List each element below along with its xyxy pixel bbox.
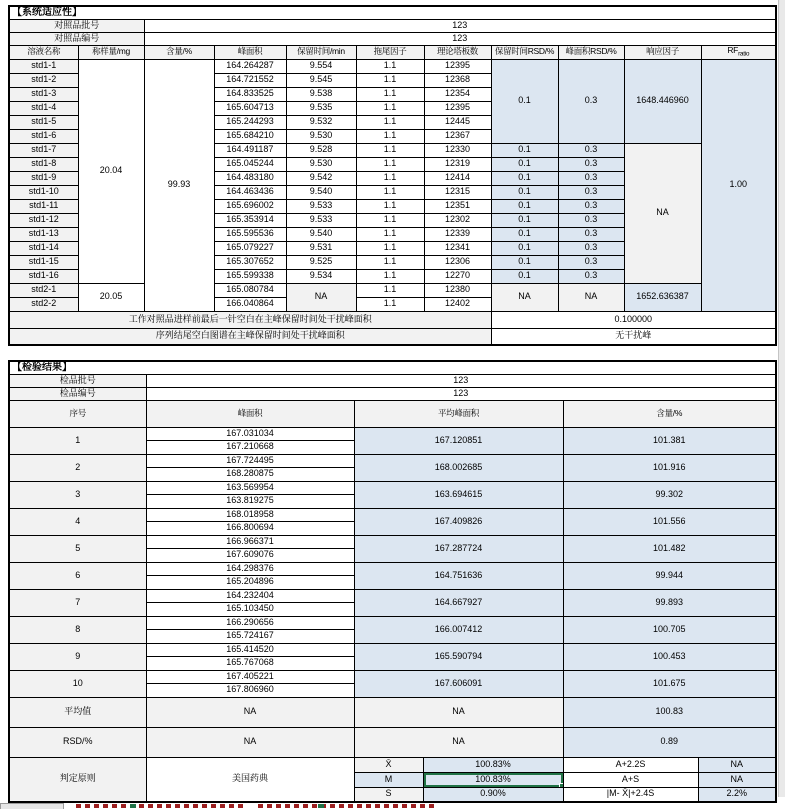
rt-rsd-cell[interactable]: 0.1	[491, 199, 558, 213]
tailing-cell[interactable]: 1.1	[356, 87, 424, 101]
rt-cell[interactable]: 9.535	[286, 101, 356, 115]
area-rsd-cell[interactable]: 0.3	[558, 199, 624, 213]
area-cell[interactable]: 164.264287	[214, 59, 286, 73]
col-header-plates[interactable]: 理论塔板数	[424, 45, 491, 59]
rsd-area-na[interactable]: NA	[146, 727, 354, 757]
ref-batch-value[interactable]: 123	[144, 19, 776, 32]
std2-rt-na-cell[interactable]: NA	[286, 283, 356, 311]
plates-cell[interactable]: 12339	[424, 227, 491, 241]
sheet-tab-bar	[0, 803, 785, 809]
avg-area-cell[interactable]: 167.409826	[354, 508, 563, 535]
rt-cell[interactable]: 9.533	[286, 199, 356, 213]
rf-merged-cell[interactable]: 1648.446960	[624, 59, 701, 143]
content-cell[interactable]: 101.916	[563, 454, 776, 481]
area2-cell[interactable]: 165.103450	[146, 603, 354, 617]
result-cell[interactable]: NA	[698, 757, 776, 772]
sample-batch-label[interactable]: 检品批号	[9, 374, 146, 387]
judgement-label[interactable]: 判定原则	[9, 757, 146, 802]
solution-cell[interactable]: std1-3	[9, 87, 78, 101]
area-rsd-cell[interactable]: 0.3	[558, 143, 624, 157]
content-cell[interactable]: 99.302	[563, 481, 776, 508]
area-cell[interactable]: 164.721552	[214, 73, 286, 87]
blank-interference-value[interactable]: 0.100000	[491, 311, 776, 328]
system-suitability-table	[8, 5, 777, 346]
rt-rsd-cell[interactable]: 0.1	[491, 269, 558, 283]
index-cell[interactable]: 4	[9, 508, 146, 535]
col-header-solution[interactable]: 溶液名称	[9, 45, 78, 59]
solution-cell[interactable]: std1-16	[9, 269, 78, 283]
col-header-rt-rsd[interactable]: 保留时间RSD/%	[491, 45, 558, 59]
content-cell[interactable]: 101.556	[563, 508, 776, 535]
mean-area-na[interactable]: NA	[146, 697, 354, 727]
area1-cell[interactable]: 166.966371	[146, 535, 354, 549]
sheet-tab-2[interactable]	[258, 804, 438, 808]
col-header-content2[interactable]: 含量/%	[563, 400, 776, 427]
rt-cell[interactable]: 9.545	[286, 73, 356, 87]
rt-cell[interactable]: 9.533	[286, 213, 356, 227]
plates-cell[interactable]: 12354	[424, 87, 491, 101]
sample-no-value[interactable]: 123	[146, 387, 776, 400]
plates-cell[interactable]: 12380	[424, 283, 491, 297]
result-cell[interactable]: NA	[698, 772, 776, 787]
area-cell[interactable]: 165.604713	[214, 101, 286, 115]
tailing-cell[interactable]: 1.1	[356, 269, 424, 283]
area-cell[interactable]: 165.353914	[214, 213, 286, 227]
plates-cell[interactable]: 12367	[424, 129, 491, 143]
plates-cell[interactable]: 12330	[424, 143, 491, 157]
std1-weight-cell[interactable]: 20.04	[78, 59, 144, 283]
ref-batch-label[interactable]: 对照品批号	[9, 19, 144, 32]
solution-cell[interactable]: std1-13	[9, 227, 78, 241]
solution-cell[interactable]: std1-8	[9, 157, 78, 171]
index-cell[interactable]: 1	[9, 427, 146, 454]
col-header-content[interactable]: 含量/%	[144, 45, 214, 59]
area1-cell[interactable]: 164.232404	[146, 589, 354, 603]
solution-cell[interactable]: std1-11	[9, 199, 78, 213]
solution-cell[interactable]: std1-7	[9, 143, 78, 157]
area-cell[interactable]: 165.080784	[214, 283, 286, 297]
area1-cell[interactable]: 165.414520	[146, 643, 354, 657]
content-cell[interactable]: 101.381	[563, 427, 776, 454]
plates-cell[interactable]: 12270	[424, 269, 491, 283]
area-cell[interactable]: 164.483180	[214, 171, 286, 185]
rt-rsd-cell[interactable]: 0.1	[491, 157, 558, 171]
solution-cell[interactable]: std2-1	[9, 283, 78, 297]
rf-ratio-main: RF	[727, 45, 739, 56]
plates-cell[interactable]: 12395	[424, 101, 491, 115]
plates-cell[interactable]: 12368	[424, 73, 491, 87]
area-rsd-cell[interactable]: 0.3	[558, 185, 624, 199]
avg-area-cell[interactable]: 164.751636	[354, 562, 563, 589]
area2-cell[interactable]: 163.819275	[146, 495, 354, 509]
area-cell[interactable]: 165.599338	[214, 269, 286, 283]
content-merged-cell[interactable]: 99.93	[144, 59, 214, 311]
area1-cell[interactable]: 167.724495	[146, 454, 354, 468]
rt-rsd-cell[interactable]: 0.1	[491, 241, 558, 255]
sequence-end-blank-label[interactable]: 序列结尾空白图谱在主峰保留时间处干扰峰面积	[9, 328, 491, 345]
area1-cell[interactable]: 166.290656	[146, 616, 354, 630]
tailing-cell[interactable]: 1.1	[356, 143, 424, 157]
rt-cell[interactable]: 9.554	[286, 59, 356, 73]
mean-label[interactable]: 平均值	[9, 697, 146, 727]
avg-area-cell[interactable]: 167.287724	[354, 535, 563, 562]
area2-cell[interactable]: 167.609076	[146, 549, 354, 563]
stat-m-label[interactable]: M	[354, 772, 423, 787]
area1-cell[interactable]: 167.405221	[146, 670, 354, 684]
index-cell[interactable]: 9	[9, 643, 146, 670]
avg-area-cell[interactable]: 167.606091	[354, 670, 563, 697]
area-cell[interactable]: 164.833525	[214, 87, 286, 101]
col-header-index[interactable]: 序号	[9, 400, 146, 427]
tailing-cell[interactable]: 1.1	[356, 297, 424, 311]
rsd-avg-na[interactable]: NA	[354, 727, 563, 757]
blank-interference-label[interactable]: 工作对照品进样前最后一针空白在主峰保留时间处干扰峰面积	[9, 311, 491, 328]
sample-batch-value[interactable]: 123	[146, 374, 776, 387]
content-cell[interactable]: 100.705	[563, 616, 776, 643]
area-cell[interactable]: 165.079227	[214, 241, 286, 255]
area-cell[interactable]: 165.307652	[214, 255, 286, 269]
col-header-weight[interactable]: 称样量/mg	[78, 45, 144, 59]
solution-cell[interactable]: std1-12	[9, 213, 78, 227]
rt-cell[interactable]: 9.538	[286, 87, 356, 101]
area1-cell[interactable]: 167.031034	[146, 427, 354, 441]
solution-cell[interactable]: std1-10	[9, 185, 78, 199]
area1-cell[interactable]: 163.569954	[146, 481, 354, 495]
index-cell[interactable]: 2	[9, 454, 146, 481]
area-rsd-merged-cell[interactable]: 0.3	[558, 59, 624, 143]
stat-xbar-label[interactable]: X̄	[354, 757, 423, 772]
plates-cell[interactable]: 12302	[424, 213, 491, 227]
mean-avg-na[interactable]: NA	[354, 697, 563, 727]
avg-area-cell[interactable]: 165.590794	[354, 643, 563, 670]
col-header-area2[interactable]: 峰面积	[146, 400, 354, 427]
avg-area-cell[interactable]: 164.667927	[354, 589, 563, 616]
plates-cell[interactable]: 12341	[424, 241, 491, 255]
index-cell[interactable]: 3	[9, 481, 146, 508]
sheet-tab-1-green-mark	[130, 804, 136, 808]
solution-cell[interactable]: std1-4	[9, 101, 78, 115]
rt-rsd-cell[interactable]: 0.1	[491, 143, 558, 157]
area2-cell[interactable]: 165.724167	[146, 630, 354, 644]
rf-ratio-merged-cell[interactable]: 1.00	[701, 59, 776, 311]
area2-cell[interactable]: 167.210668	[146, 441, 354, 455]
mean-content[interactable]: 100.83	[563, 697, 776, 727]
solution-cell[interactable]: std1-9	[9, 171, 78, 185]
area-cell[interactable]: 165.684210	[214, 129, 286, 143]
area-rsd-cell[interactable]: 0.3	[558, 157, 624, 171]
area-rsd-cell[interactable]: 0.3	[558, 241, 624, 255]
rt-cell[interactable]: 9.528	[286, 143, 356, 157]
window-right-edge	[778, 0, 785, 797]
avg-area-cell[interactable]: 163.694615	[354, 481, 563, 508]
stat-m-value-selected-cell[interactable]: 100.83%	[423, 772, 563, 787]
pharmacopoeia-cell[interactable]: 美国药典	[146, 757, 354, 802]
area1-cell[interactable]: 164.298376	[146, 562, 354, 576]
sequence-end-blank-value[interactable]: 无干扰峰	[491, 328, 776, 345]
tailing-cell[interactable]: 1.1	[356, 157, 424, 171]
content-cell[interactable]: 100.453	[563, 643, 776, 670]
result-cell[interactable]: 2.2%	[698, 787, 776, 802]
index-cell[interactable]: 6	[9, 562, 146, 589]
area-rsd-cell[interactable]: 0.3	[558, 171, 624, 185]
area-cell[interactable]: 166.040864	[214, 297, 286, 311]
formula-cell[interactable]: A+S	[563, 772, 698, 787]
area-rsd-cell[interactable]: 0.3	[558, 213, 624, 227]
col-header-tailing[interactable]: 拖尾因子	[356, 45, 424, 59]
plates-cell[interactable]: 12306	[424, 255, 491, 269]
rt-rsd-cell[interactable]: 0.1	[491, 171, 558, 185]
area-rsd-cell[interactable]: 0.3	[558, 269, 624, 283]
solution-cell[interactable]: std1-14	[9, 241, 78, 255]
rt-cell[interactable]: 9.540	[286, 227, 356, 241]
tailing-cell[interactable]: 1.1	[356, 129, 424, 143]
solution-cell[interactable]: std1-15	[9, 255, 78, 269]
rt-cell[interactable]: 9.542	[286, 171, 356, 185]
tailing-cell[interactable]: 1.1	[356, 199, 424, 213]
std2-rf-cell[interactable]: 1652.636387	[624, 283, 701, 311]
formula-cell[interactable]: A+2.2S	[563, 757, 698, 772]
stat-s-label[interactable]: S	[354, 787, 423, 802]
rt-rsd-merged-cell[interactable]: 0.1	[491, 59, 558, 143]
avg-area-cell[interactable]: 168.002685	[354, 454, 563, 481]
rsd-label[interactable]: RSD/%	[9, 727, 146, 757]
sheet-tab-2-green-mark	[318, 804, 324, 808]
area2-cell[interactable]: 166.800694	[146, 522, 354, 536]
area-cell[interactable]: 165.696002	[214, 199, 286, 213]
col-header-rt[interactable]: 保留时间/min	[286, 45, 356, 59]
fill-handle[interactable]	[559, 783, 564, 788]
plates-cell[interactable]: 12414	[424, 171, 491, 185]
tailing-cell[interactable]: 1.1	[356, 283, 424, 297]
tailing-cell[interactable]: 1.1	[356, 185, 424, 199]
tailing-cell[interactable]: 1.1	[356, 171, 424, 185]
rt-cell[interactable]: 9.534	[286, 269, 356, 283]
rt-cell[interactable]: 9.531	[286, 241, 356, 255]
rt-cell[interactable]: 9.540	[286, 185, 356, 199]
solution-cell[interactable]: std1-1	[9, 59, 78, 73]
table1-title[interactable]: 【系统适应性】	[9, 6, 776, 19]
area-cell[interactable]: 165.595536	[214, 227, 286, 241]
rt-rsd-cell[interactable]: 0.1	[491, 185, 558, 199]
avg-area-cell[interactable]: 167.120851	[354, 427, 563, 454]
tailing-cell[interactable]: 1.1	[356, 255, 424, 269]
tailing-cell[interactable]: 1.1	[356, 213, 424, 227]
rf-ratio-sub: ratio	[738, 50, 750, 58]
test-results-table	[8, 360, 777, 803]
plates-cell[interactable]: 12351	[424, 199, 491, 213]
rsd-content[interactable]: 0.89	[563, 727, 776, 757]
tailing-cell[interactable]: 1.1	[356, 227, 424, 241]
col-header-rf[interactable]: 响应因子	[624, 45, 701, 59]
area2-cell[interactable]: 167.806960	[146, 684, 354, 698]
tailing-cell[interactable]: 1.1	[356, 115, 424, 129]
tailing-cell[interactable]: 1.1	[356, 59, 424, 73]
content-cell[interactable]: 99.944	[563, 562, 776, 589]
area2-cell[interactable]: 165.204896	[146, 576, 354, 590]
col-header-rf-ratio[interactable]	[701, 45, 776, 59]
plates-cell[interactable]: 12315	[424, 185, 491, 199]
content-cell[interactable]: 101.482	[563, 535, 776, 562]
tailing-cell[interactable]: 1.1	[356, 101, 424, 115]
stat-s-value[interactable]: 0.90%	[423, 787, 563, 802]
area-cell[interactable]: 165.244293	[214, 115, 286, 129]
ref-no-label[interactable]: 对照品编号	[9, 32, 144, 45]
rt-cell[interactable]: 9.525	[286, 255, 356, 269]
plates-cell[interactable]: 12402	[424, 297, 491, 311]
tailing-cell[interactable]: 1.1	[356, 73, 424, 87]
col-header-avg-area[interactable]: 平均峰面积	[354, 400, 563, 427]
index-cell[interactable]: 5	[9, 535, 146, 562]
index-cell[interactable]: 8	[9, 616, 146, 643]
area-cell[interactable]: 164.463436	[214, 185, 286, 199]
sheet-tab-stub[interactable]	[0, 803, 64, 809]
area2-cell[interactable]: 165.767068	[146, 657, 354, 671]
sheet-tab-1[interactable]	[76, 804, 244, 808]
ref-no-value[interactable]: 123	[144, 32, 776, 45]
rt-cell[interactable]: 9.532	[286, 115, 356, 129]
rt-rsd-cell[interactable]: 0.1	[491, 213, 558, 227]
table2-title[interactable]: 【检验结果】	[9, 361, 776, 374]
index-cell[interactable]: 10	[9, 670, 146, 697]
rt-rsd-cell[interactable]: 0.1	[491, 255, 558, 269]
plates-cell[interactable]: 12319	[424, 157, 491, 171]
std2-area-rsd-na-cell[interactable]: NA	[558, 283, 624, 311]
solution-cell[interactable]: std1-2	[9, 73, 78, 87]
col-header-area[interactable]: 峰面积	[214, 45, 286, 59]
tailing-cell[interactable]: 1.1	[356, 241, 424, 255]
solution-cell[interactable]: std1-5	[9, 115, 78, 129]
index-cell[interactable]: 7	[9, 589, 146, 616]
formula-cell[interactable]: |M- X̄|+2.4S	[563, 787, 698, 802]
sample-no-label[interactable]: 检品编号	[9, 387, 146, 400]
area-rsd-cell[interactable]: 0.3	[558, 227, 624, 241]
plates-cell[interactable]: 12445	[424, 115, 491, 129]
area-cell[interactable]: 165.045244	[214, 157, 286, 171]
rt-cell[interactable]: 9.530	[286, 129, 356, 143]
std2-weight-cell[interactable]: 20.05	[78, 283, 144, 311]
std2-rt-rsd-na-cell[interactable]: NA	[491, 283, 558, 311]
area-cell[interactable]: 164.491187	[214, 143, 286, 157]
solution-cell[interactable]: std2-2	[9, 297, 78, 311]
stat-xbar-value[interactable]: 100.83%	[423, 757, 563, 772]
rf-na-merged-cell[interactable]: NA	[624, 143, 701, 283]
content-cell[interactable]: 99.893	[563, 589, 776, 616]
content-cell[interactable]: 101.675	[563, 670, 776, 697]
plates-cell[interactable]: 12395	[424, 59, 491, 73]
rt-rsd-cell[interactable]: 0.1	[491, 227, 558, 241]
rt-cell[interactable]: 9.530	[286, 157, 356, 171]
area2-cell[interactable]: 168.280875	[146, 468, 354, 482]
area1-cell[interactable]: 168.018958	[146, 508, 354, 522]
avg-area-cell[interactable]: 166.007412	[354, 616, 563, 643]
area-rsd-cell[interactable]: 0.3	[558, 255, 624, 269]
solution-cell[interactable]: std1-6	[9, 129, 78, 143]
col-header-area-rsd[interactable]: 峰面积RSD/%	[558, 45, 624, 59]
